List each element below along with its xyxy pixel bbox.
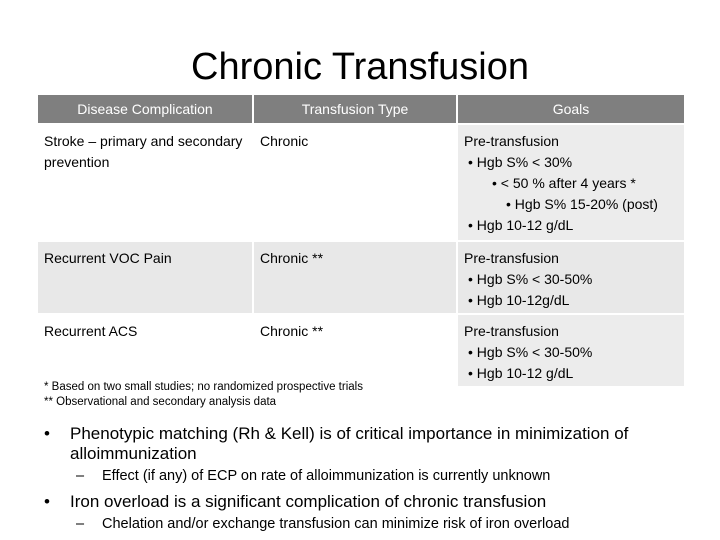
bullet-icon: •: [44, 424, 50, 443]
transfusion-table: [38, 95, 684, 388]
cell-transfusion-type: Chronic **: [253, 314, 457, 387]
bullet-list: [44, 424, 694, 534]
dash-icon: –: [76, 468, 85, 484]
goal-line: • Hgb S% < 30-50%: [468, 271, 593, 287]
sub-bullet-text: Chelation and/or exchange transfusion can minimize risk of iron overload: [102, 516, 570, 532]
cell-goals: [457, 314, 684, 387]
footnote: ** Observational and secondary analysis data: [44, 396, 277, 408]
cell-goals: [457, 241, 684, 314]
cell-complication: Stroke – primary and secondary prevention: [38, 124, 253, 241]
goal-line: • Hgb S% < 30-50%: [468, 344, 593, 360]
table-header-row: [38, 95, 684, 124]
goal-line: • Hgb 10-12 g/dL: [468, 365, 574, 381]
header-transfusion-type: Transfusion Type: [253, 95, 457, 124]
table-row: [38, 241, 684, 314]
goal-line: • Hgb S% < 30%: [468, 154, 573, 170]
cell-goals: [457, 124, 684, 241]
bullet-item: [44, 492, 694, 512]
goal-line: • Hgb 10-12 g/dL: [468, 217, 574, 233]
goal-line: • Hgb S% 15-20% (post): [506, 196, 658, 212]
sub-bullet-item: [44, 514, 694, 534]
header-disease-complication: Disease Complication: [38, 95, 253, 124]
goal-line: Pre-transfusion: [464, 323, 559, 339]
goal-line: Pre-transfusion: [464, 133, 559, 149]
cell-transfusion-type: Chronic **: [253, 241, 457, 314]
slide-title: Chronic Transfusion: [191, 46, 529, 88]
table-row: [38, 124, 684, 241]
sub-bullet-text: Effect (if any) of ECP on rate of alloimmunization is currently unknown: [102, 468, 551, 484]
bullet-text: Phenotypic matching (Rh & Kell) is of critical importance in minimization of alloimmunization: [70, 424, 629, 463]
cell-complication: Recurrent VOC Pain: [38, 241, 253, 314]
goal-line: • < 50 % after 4 years *: [492, 175, 636, 191]
goal-line: • Hgb 10-12g/dL: [468, 292, 570, 308]
footnotes: [44, 380, 363, 410]
cell-complication: Recurrent ACS: [38, 314, 253, 387]
cell-transfusion-type: Chronic: [253, 124, 457, 241]
bullet-icon: •: [44, 492, 50, 511]
sub-bullet-item: [44, 466, 694, 486]
dash-icon: –: [76, 516, 85, 532]
bullet-text: Iron overload is a significant complication of chronic transfusion: [70, 492, 547, 511]
header-goals: Goals: [457, 95, 684, 124]
goal-line: Pre-transfusion: [464, 250, 559, 266]
footnote: * Based on two small studies; no randomized prospective trials: [44, 381, 363, 393]
table-row: [38, 314, 684, 387]
bullet-item: [44, 424, 694, 464]
